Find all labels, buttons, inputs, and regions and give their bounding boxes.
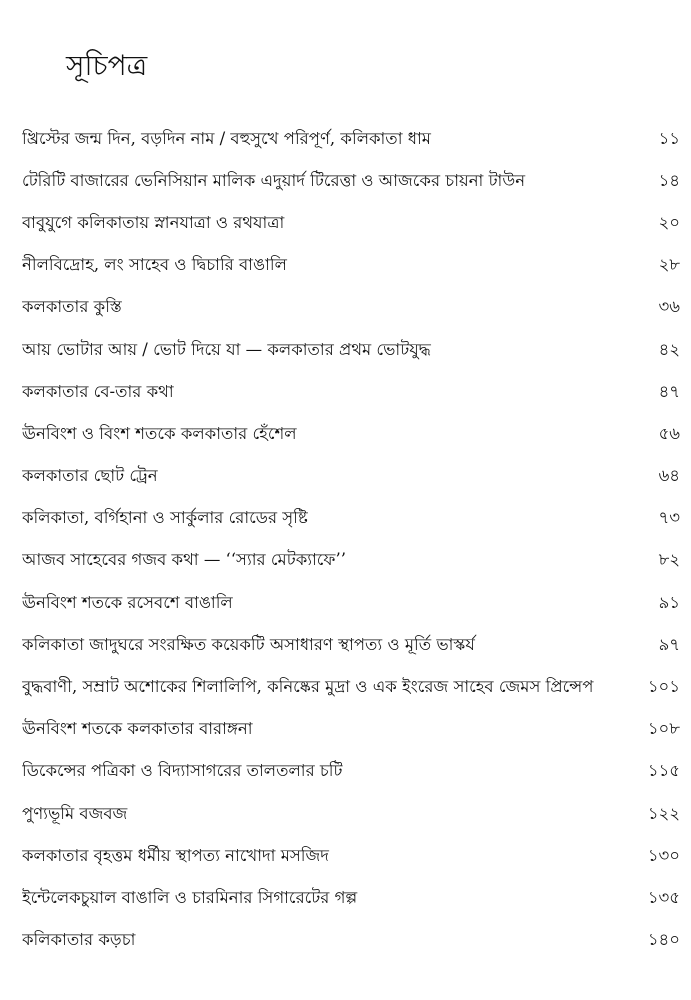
toc-entry-page-number: ১৩৫ bbox=[647, 887, 680, 907]
toc-entry-page-number: ১১ bbox=[658, 128, 680, 148]
toc-entry-title: ঊনবিংশ ও বিংশ শতকে কলকাতার হেঁশেল bbox=[22, 423, 297, 443]
toc-entry bbox=[22, 245, 680, 287]
toc-entry-title: কলকাতার কুস্তি bbox=[22, 297, 122, 317]
toc-entry-title: বুদ্ধবাণী, সম্রাট অশোকের শিলালিপি, কনিষ্কের মুদ্রা ও এক ইংরেজ সাহেব জেমস প্রিন্সেপ bbox=[22, 677, 594, 697]
toc-entry bbox=[22, 624, 680, 666]
toc-entry-page-number: ৯১ bbox=[658, 592, 680, 612]
toc-entry bbox=[22, 540, 680, 582]
toc-entry-title: ঊনবিংশ শতকে কলকাতার বারাঙ্গনা bbox=[22, 719, 253, 739]
toc-entry bbox=[22, 835, 680, 877]
toc-entry bbox=[22, 920, 680, 962]
toc-entry-title: টেরিটি বাজারের ভেনিসিয়ান মালিক এদুয়ার্দ টিরেত্তা ও আজকের চায়না টাউন bbox=[22, 170, 526, 190]
toc-entry-page-number: ৬৪ bbox=[658, 466, 680, 486]
toc-entry bbox=[22, 793, 680, 835]
toc-entry-page-number: ১০৮ bbox=[647, 719, 680, 739]
toc-entry-page-number: ১৩০ bbox=[647, 845, 680, 865]
toc-entry bbox=[22, 877, 680, 919]
toc-entry bbox=[22, 666, 680, 708]
toc-entry bbox=[22, 202, 680, 244]
toc-entry-title: আজব সাহেবের গজব কথা — ‘‘স্যার মেটক্যাফে’’ bbox=[22, 550, 346, 570]
toc-entry bbox=[22, 371, 680, 413]
toc-entry-title: কলকাতার ছোট ট্রেন bbox=[22, 466, 158, 486]
toc-entry-title: কলিকাতা জাদুঘরে সংরক্ষিত কয়েকটি অসাধারণ স্থাপত্য ও মূর্তি ভাস্কর্য bbox=[22, 634, 475, 654]
toc-entry-page-number: ২০ bbox=[658, 212, 680, 232]
toc-entry bbox=[22, 413, 680, 455]
toc-entry-page-number: ১১৫ bbox=[647, 761, 680, 781]
toc-entry-page-number: ১৪ bbox=[658, 170, 680, 190]
toc-entry-page-number: ১৪০ bbox=[647, 930, 680, 950]
toc-entry-title: আয় ভোটার আয় / ভোট দিয়ে যা — কলকাতার প্রথম ভোটযুদ্ধ bbox=[22, 339, 431, 359]
toc-entry-page-number: ৪২ bbox=[658, 339, 680, 359]
toc-entry-page-number: ১২২ bbox=[647, 803, 680, 823]
toc-entry bbox=[22, 456, 680, 498]
toc-entry bbox=[22, 582, 680, 624]
toc-entry-title: ডিকেন্সের পত্রিকা ও বিদ্যাসাগরের তালতলার চটি bbox=[22, 761, 343, 781]
toc-entry-page-number: ৮২ bbox=[658, 550, 680, 570]
toc-entry bbox=[22, 498, 680, 540]
toc-entry bbox=[22, 160, 680, 202]
toc-entry-title: নীলবিদ্রোহ, লং সাহেব ও দ্বিচারি বাঙালি bbox=[22, 255, 287, 275]
toc-entry-page-number: ২৮ bbox=[658, 255, 680, 275]
toc-entry-page-number: ৪৭ bbox=[658, 381, 680, 401]
toc-entry-title: পুণ্যভূমি বজবজ bbox=[22, 803, 128, 823]
toc-entry bbox=[22, 709, 680, 751]
toc-entry-title: বাবুযুগে কলিকাতায় স্নানযাত্রা ও রথযাত্রা bbox=[22, 212, 285, 232]
page-title: সূচিপত্র bbox=[66, 49, 148, 82]
toc-entry-title: খ্রিস্টের জন্ম দিন, বড়দিন নাম / বহুসুখে পরিপূর্ণ, কলিকাতা ধাম bbox=[22, 128, 431, 148]
toc-entry-title: ইন্টেলেকচুয়াল বাঙালি ও চারমিনার সিগারেটের গল্প bbox=[22, 887, 358, 907]
toc-list bbox=[22, 118, 680, 962]
toc-entry-page-number: ৭৩ bbox=[658, 508, 680, 528]
toc-entry-title: কলিকাতা, বর্গিহানা ও সার্কুলার রোডের সৃষ্টি bbox=[22, 508, 308, 528]
toc-entry-page-number: ১০১ bbox=[647, 677, 680, 697]
toc-entry-title: কলিকাতার কড়চা bbox=[22, 930, 136, 950]
toc-entry bbox=[22, 329, 680, 371]
toc-entry-page-number: ৫৬ bbox=[658, 423, 680, 443]
toc-entry bbox=[22, 287, 680, 329]
toc-entry-title: কলকাতার বৃহত্তম ধর্মীয় স্থাপত্য নাখোদা মসজিদ bbox=[22, 845, 329, 865]
toc-entry bbox=[22, 118, 680, 160]
toc-entry-page-number: ৯৭ bbox=[658, 634, 680, 654]
toc-entry-page-number: ৩৬ bbox=[658, 297, 680, 317]
toc-entry bbox=[22, 751, 680, 793]
toc-entry-title: ঊনবিংশ শতকে রসেবশে বাঙালি bbox=[22, 592, 233, 612]
toc-entry-title: কলকাতার বে-তার কথা bbox=[22, 381, 174, 401]
